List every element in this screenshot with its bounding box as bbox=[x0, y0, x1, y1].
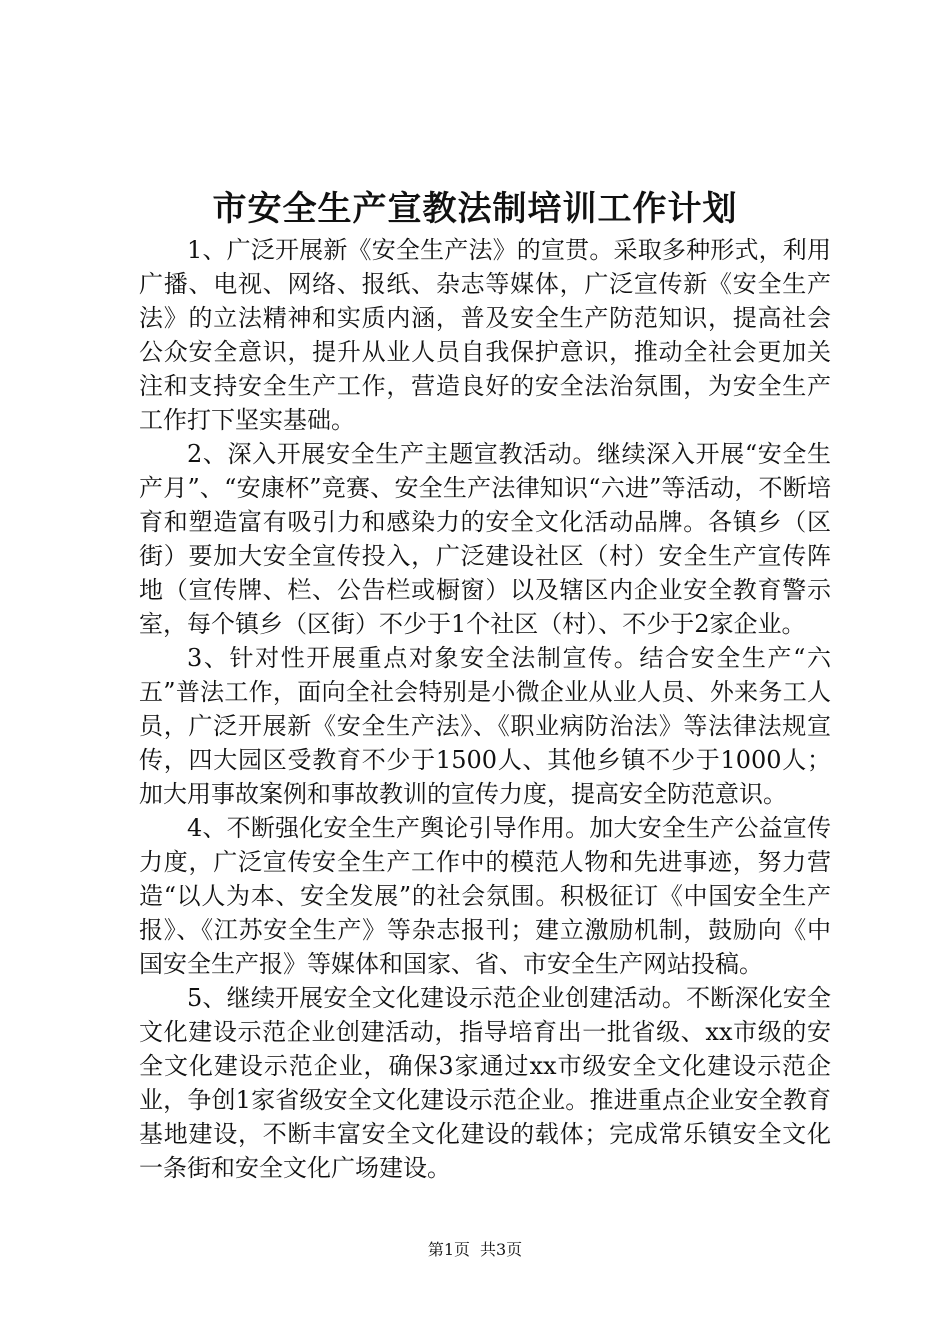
paragraph-1: 1、广泛开展新《安全生产法》的宣贯。采取多种形式，利用广播、电视、网络、报纸、杂志等媒体，广泛宣传新《安全生产法》的立法精神和实质内涵，普及安全生产防范知识，提高社会公众安全意识，提升从业人员自我保护意识，推动全社会更加关注和支持安全生产工作，营造良好的安全法治氛围，为安全生产工作打下坚实基础。 bbox=[139, 236, 831, 434]
page-number: 第1页 bbox=[427, 1240, 470, 1259]
document-title: 市安全生产宣教法制培训工作计划 bbox=[212, 189, 738, 229]
page-total: 共3页 bbox=[480, 1240, 523, 1259]
document-body bbox=[139, 233, 831, 1185]
paragraph-4: 4、不断强化安全生产舆论引导作用。加大安全生产公益宣传力度，广泛宣传安全生产工作中的模范人物和先进事迹，努力营造“以人为本、安全发展”的社会氛围。积极征订《中国安全生产报》、《江苏安全生产》等杂志报刊；建立激励机制，鼓励向《中国安全生产报》等媒体和国家、省、市安全生产网站投稿。 bbox=[139, 814, 831, 978]
paragraph-3: 3、针对性开展重点对象安全法制宣传。结合安全生产“六五”普法工作，面向全社会特别是小微企业从业人员、外来务工人员，广泛开展新《安全生产法》、《职业病防治法》等法律法规宣传，四大园区受教育不少于1500人、其他乡镇不少于1000人；加大用事故案例和事故教训的宣传力度，提高安全防范意识。 bbox=[139, 644, 831, 808]
paragraph-2: 2、深入开展安全生产主题宣教活动。继续深入开展“安全生产月”、“安康杯”竞赛、安全生产法律知识“六进”等活动，不断培育和塑造富有吸引力和感染力的安全文化活动品牌。各镇乡（区街）要加大安全宣传投入，广泛建设社区（村）安全生产宣传阵地（宣传牌、栏、公告栏或橱窗）以及辖区内企业安全教育警示室，每个镇乡（区街）不少于1个社区（村）、不少于2家企业。 bbox=[139, 440, 831, 638]
page-footer bbox=[0, 1239, 950, 1261]
paragraph-5: 5、继续开展安全文化建设示范企业创建活动。不断深化安全文化建设示范企业创建活动，指导培育出一批省级、xx市级的安全文化建设示范企业，确保3家通过xx市级安全文化建设示范企业，争创1家省级安全文化建设示范企业。推进重点企业安全教育基地建设，不断丰富安全文化建设的载体；完成常乐镇安全文化一条街和安全文化广场建设。 bbox=[139, 984, 831, 1182]
